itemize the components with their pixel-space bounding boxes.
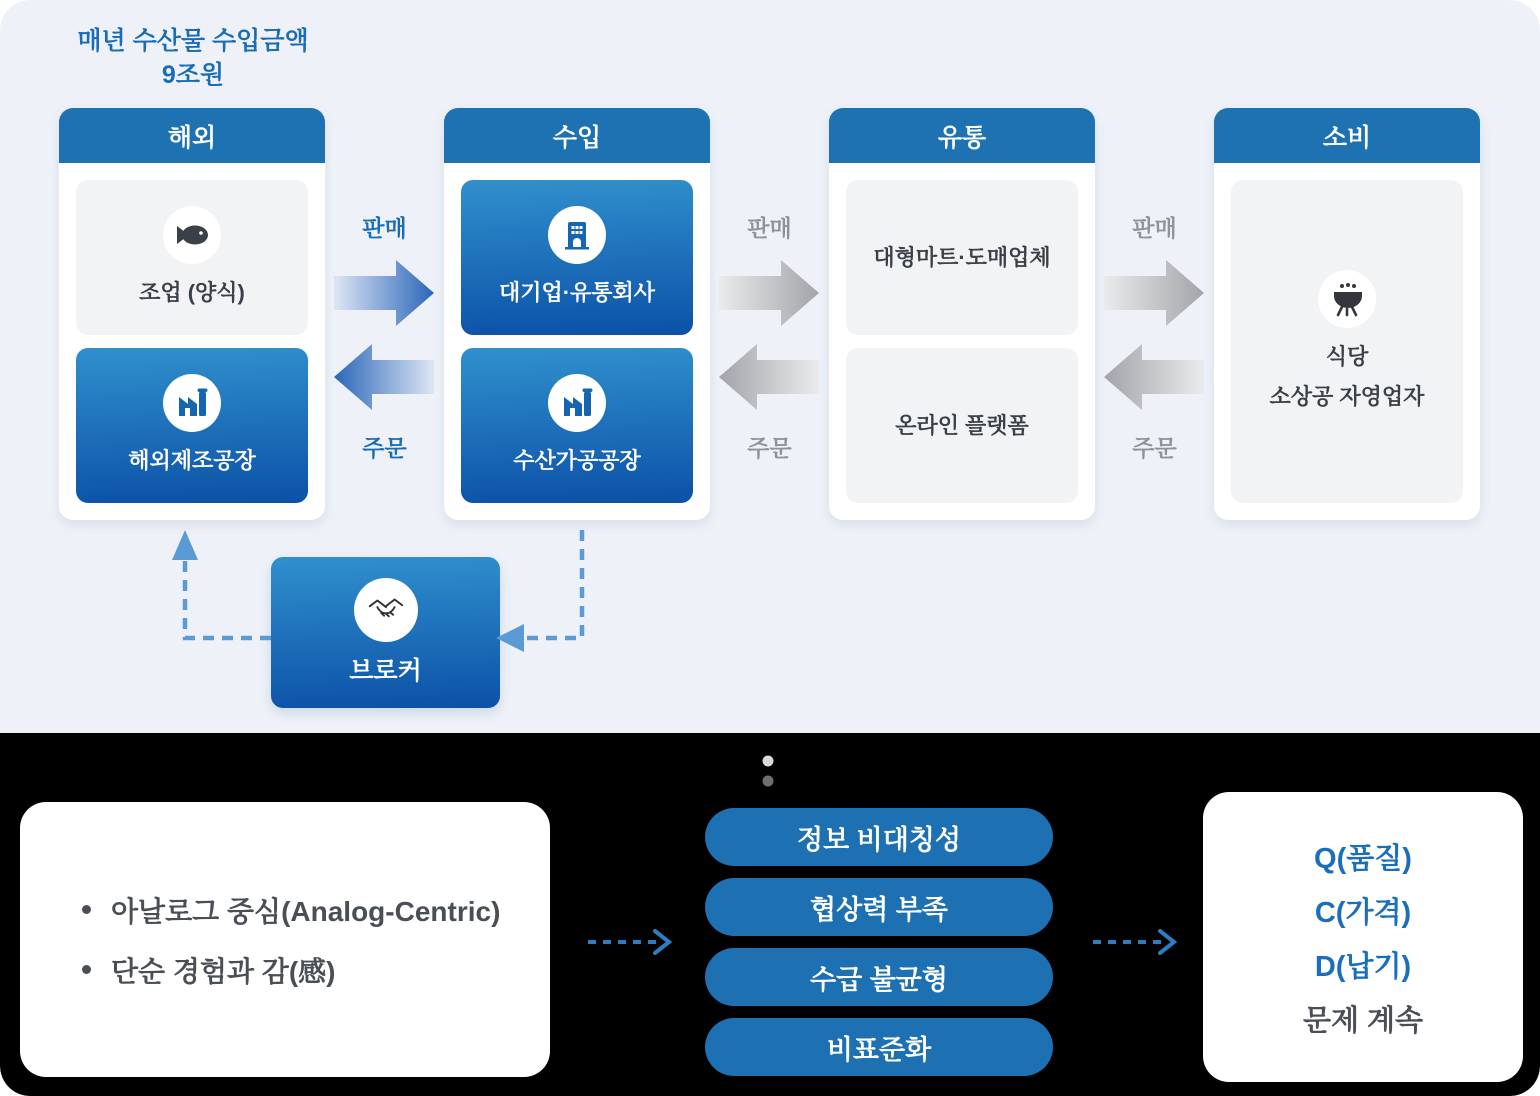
fish-icon xyxy=(163,206,221,264)
online-platform-card xyxy=(846,348,1078,503)
conglomerate-card-label: 대기업·유통회사 xyxy=(498,279,656,305)
pill-information-asymmetry: 정보 비대칭성 xyxy=(705,808,1053,866)
bullet-text-experience: 단순 경험과 감(感) xyxy=(111,955,336,987)
problems-panel xyxy=(0,733,1540,1096)
column-overseas-header: 해외 xyxy=(59,108,325,163)
flow2-order-label: 주문 xyxy=(747,435,792,461)
order-arrow-left-icon xyxy=(719,342,819,412)
factory-icon xyxy=(548,374,606,432)
column-overseas xyxy=(59,108,325,520)
column-consumption-header: 소비 xyxy=(1214,108,1480,163)
hypermarket-card xyxy=(846,180,1078,335)
pill-non-standardization: 비표준화 xyxy=(705,1018,1053,1076)
flow-overseas-import xyxy=(325,108,444,520)
flow-distribution-consumption xyxy=(1095,108,1214,520)
broker-card xyxy=(271,557,500,708)
flow3-sell-label: 판매 xyxy=(1132,215,1177,241)
handshake-icon xyxy=(354,578,418,642)
order-arrow-left-icon xyxy=(334,342,434,412)
column-distribution-body xyxy=(829,163,1095,520)
annual-import-annotation xyxy=(38,24,348,92)
restaurant-label-line2: 소상공 자영업자 xyxy=(1269,383,1425,409)
bullet-text-analog: 아날로그 중심(Analog-Centric) xyxy=(111,895,501,927)
current-state-card xyxy=(20,802,550,1077)
overseas-factory-label: 해외제조공장 xyxy=(128,447,256,473)
flow-import-distribution xyxy=(710,108,829,520)
overseas-factory-card xyxy=(76,348,308,503)
restaurant-card xyxy=(1231,180,1463,503)
column-consumption-body xyxy=(1214,163,1480,520)
broker-label: 브로커 xyxy=(349,657,422,685)
column-import-body xyxy=(444,163,710,520)
annotation-line1: 매년 수산물 수입금액 xyxy=(77,27,309,55)
order-arrow-left-icon xyxy=(1104,342,1204,412)
online-platform-label: 온라인 플랫폼 xyxy=(895,412,1029,438)
qcd-line-quality: Q(품질) xyxy=(1314,842,1412,875)
column-import-header: 수입 xyxy=(444,108,710,163)
continuation-dot-top xyxy=(763,756,774,767)
flow1-order-label: 주문 xyxy=(362,435,407,461)
seafood-processing-card xyxy=(461,348,693,503)
flow1-sell-label: 판매 xyxy=(362,215,407,241)
factory-icon xyxy=(163,374,221,432)
column-overseas-body xyxy=(59,163,325,520)
arrow-up-icon xyxy=(172,530,198,560)
conglomerate-card xyxy=(461,180,693,335)
pill-supply-demand-imbalance: 수급 불균형 xyxy=(705,948,1053,1006)
restaurant-label-line1: 식당 xyxy=(1325,343,1369,369)
grill-icon xyxy=(1318,270,1376,328)
column-distribution-header: 유통 xyxy=(829,108,1095,163)
building-icon xyxy=(548,206,606,264)
bullet-dot xyxy=(82,905,91,914)
column-distribution xyxy=(829,108,1095,520)
qcd-line-problems-continue: 문제 계속 xyxy=(1302,1004,1424,1037)
qcd-problems-card xyxy=(1203,792,1523,1082)
column-consumption xyxy=(1214,108,1480,520)
bullet-dot xyxy=(82,965,91,974)
flow2-sell-label: 판매 xyxy=(747,215,792,241)
sell-arrow-right-icon xyxy=(1104,258,1204,328)
dashed-arrow-right-icon xyxy=(655,931,669,953)
seafood-processing-label: 수산가공공장 xyxy=(513,447,641,473)
flow3-order-label: 주문 xyxy=(1132,435,1177,461)
pill-weak-bargaining: 협상력 부족 xyxy=(705,878,1053,936)
bullet-item xyxy=(82,950,550,990)
sell-arrow-right-icon xyxy=(334,258,434,328)
fishing-card xyxy=(76,180,308,335)
column-import xyxy=(444,108,710,520)
fishing-card-label: 조업 (양식) xyxy=(139,279,245,305)
sell-arrow-right-icon xyxy=(719,258,819,328)
qcd-line-delivery: D(납기) xyxy=(1314,950,1412,983)
annotation-line2: 9조원 xyxy=(161,61,225,89)
bullet-item xyxy=(82,890,550,930)
dashed-arrow-right-icon xyxy=(1160,931,1174,953)
continuation-dot-bottom xyxy=(763,776,774,787)
hypermarket-card-label: 대형마트·도매업체 xyxy=(873,244,1051,270)
qcd-line-cost: C(가격) xyxy=(1314,896,1412,929)
arrow-left-icon xyxy=(496,624,524,652)
